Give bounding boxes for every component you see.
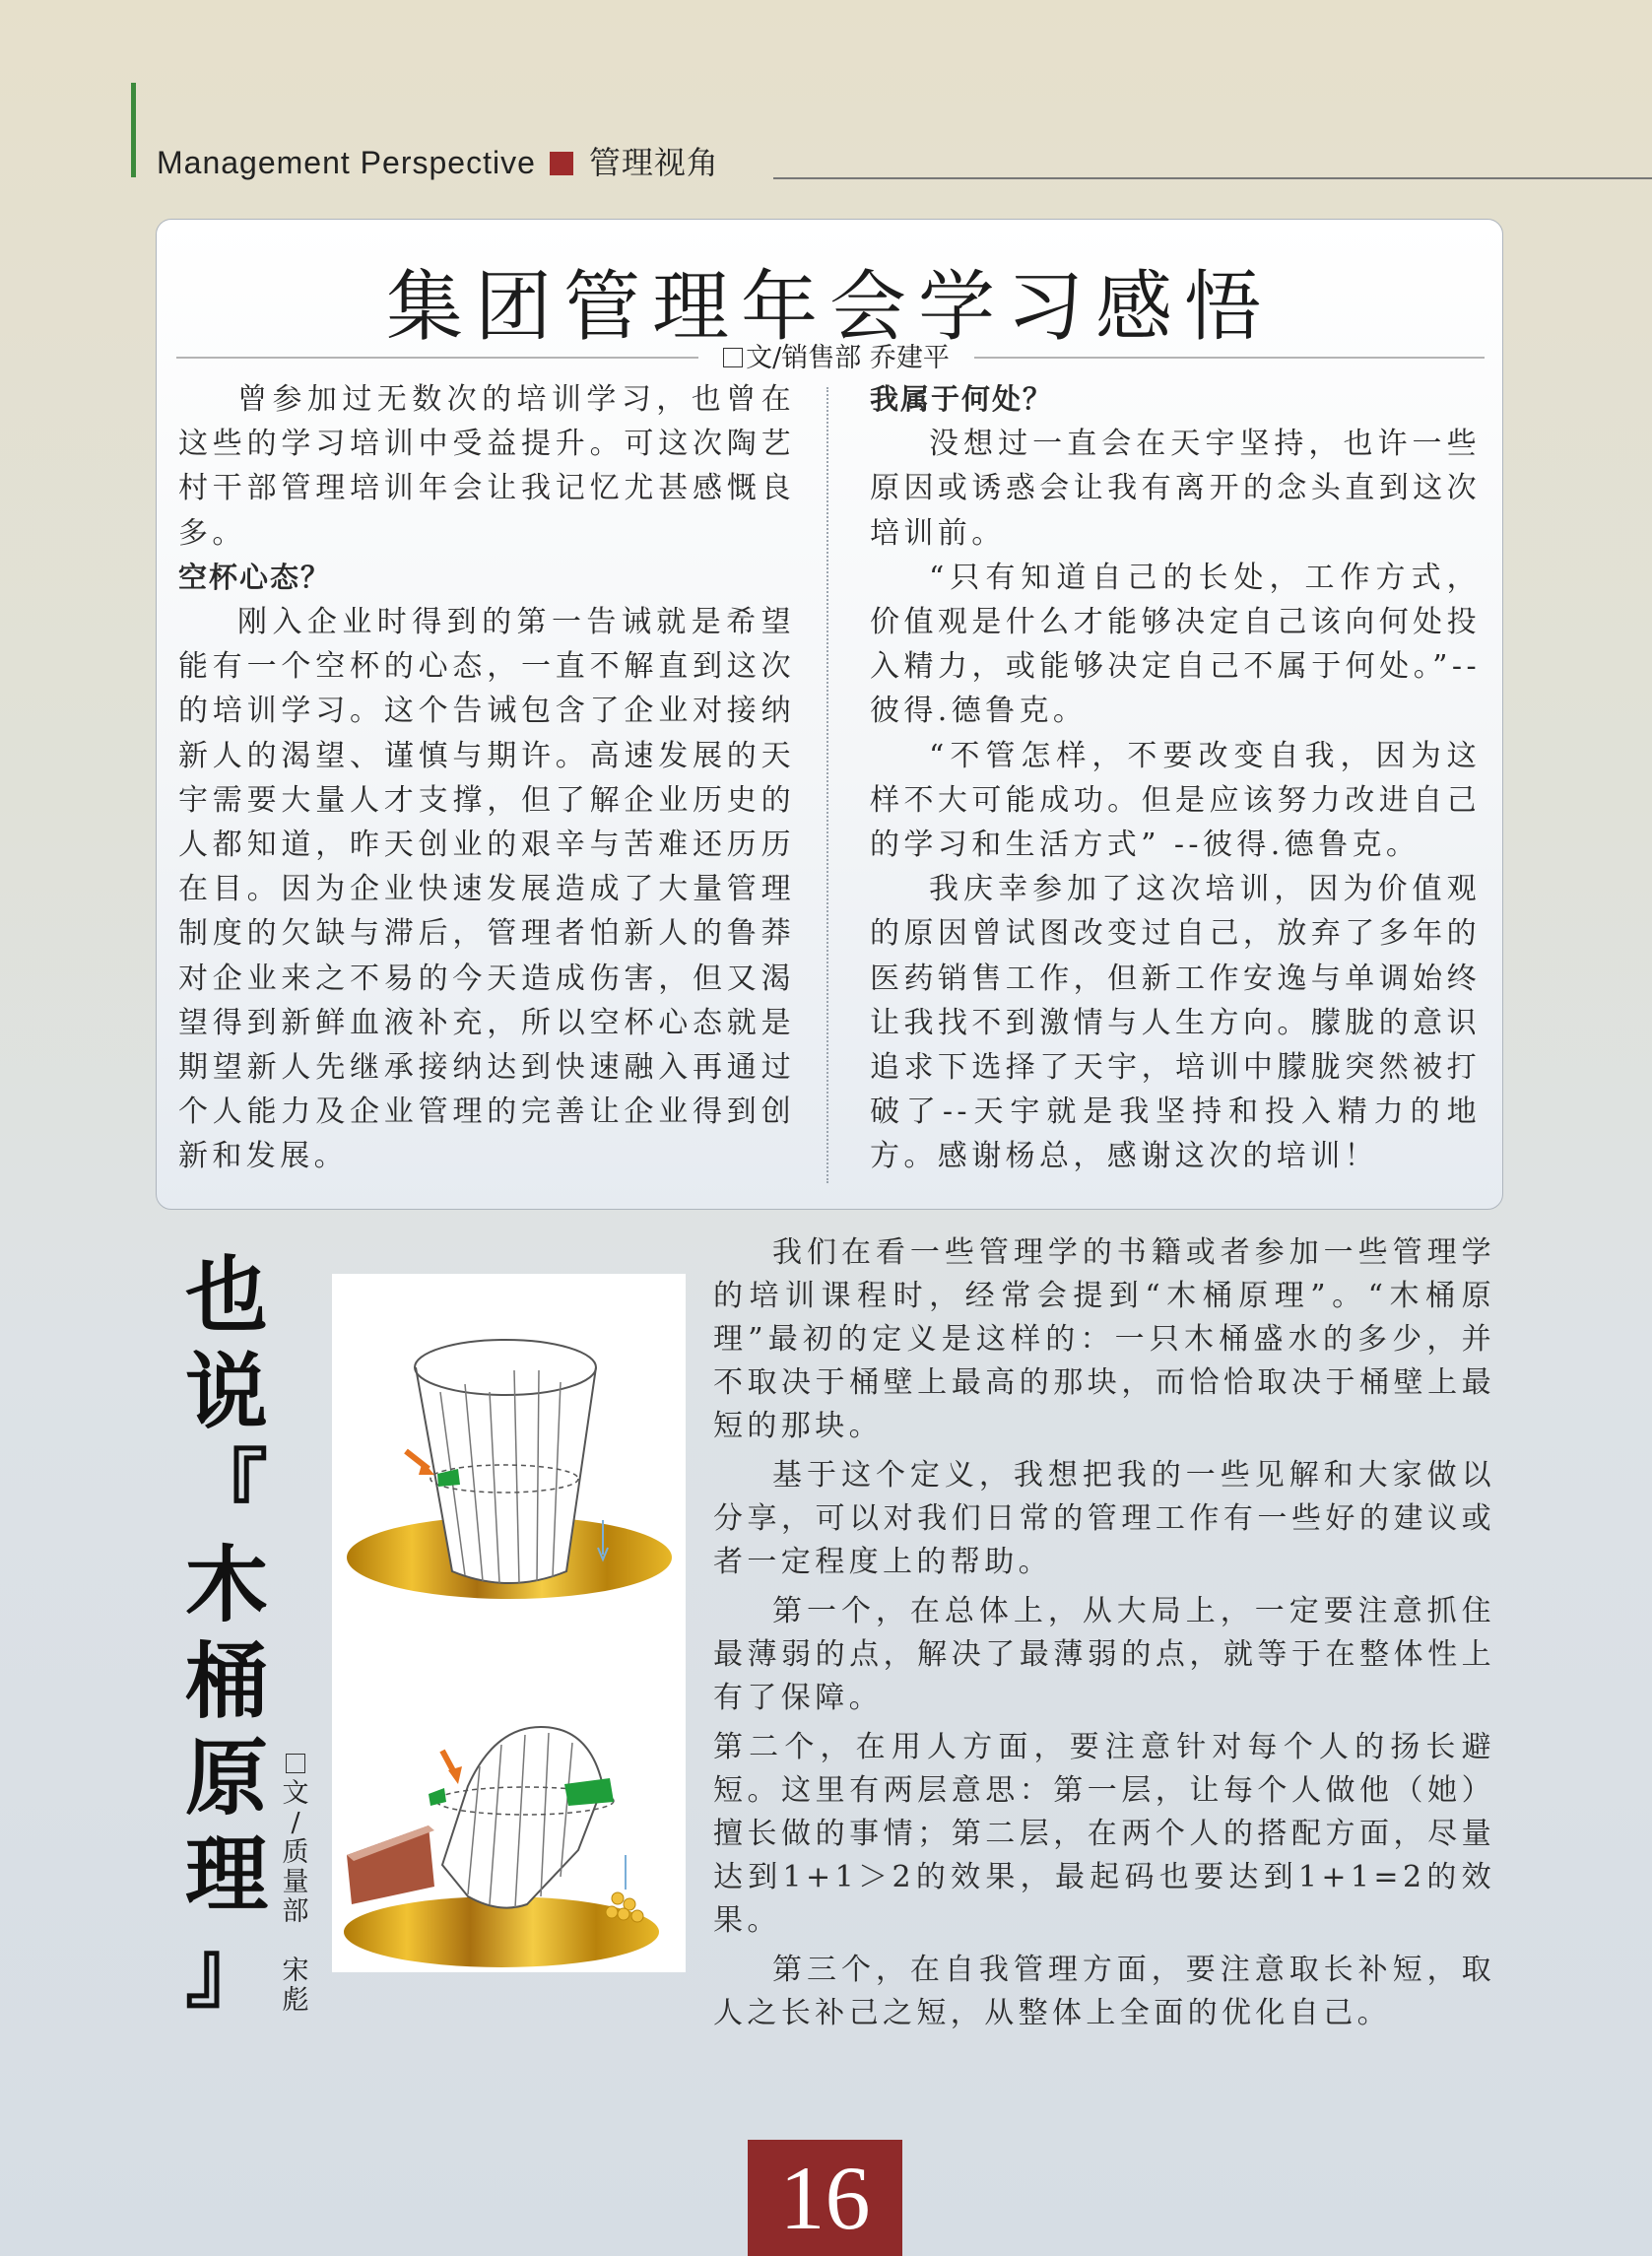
article-2-body	[713, 1231, 1495, 2041]
header-accent-bar	[131, 83, 136, 177]
title-rule-right	[974, 357, 1485, 359]
article-1-left-column	[178, 377, 795, 1179]
article-1-panel	[156, 219, 1503, 1210]
paragraph: 刚入企业时得到的第一告诫就是希望能有一个空杯的心态，一直不解直到这次的培训学习。这个告诫包含了企业对接纳新人的渴望、谨慎与期许。高速发展的天宇需要大量人才支撑，但了解企业历史的人都知道，昨天创业的艰辛与苦难还历历在目。因为企业快速发展造成了大量管理制度的欠缺与滞后，管理者怕新人的鲁莽对企业来之不易的今天造成伤害，但又渴望得到新鲜血液补充，所以空杯心态就是期望新人先继承接纳达到快速融入再通过个人能力及企业管理的完善让企业得到创新和发展。	[178, 605, 795, 1174]
section-title-chinese: 管理视角	[588, 145, 719, 180]
section-header	[157, 138, 719, 183]
byline-character: 宋	[282, 1956, 309, 1986]
byline-character	[281, 1927, 310, 1957]
paragraph: “只有知道自己的长处，工作方式，价值观是什么才能够决定自己该向何处投入精力，或能够决定自己不属于何处。”--彼得.德鲁克。	[870, 560, 1481, 729]
byline-character: 质	[282, 1837, 309, 1868]
article-1-right-column	[870, 377, 1481, 1179]
page-number: 16	[748, 2140, 902, 2256]
section-title-english: Management Perspective	[157, 145, 536, 180]
bucket-diagram-icon	[332, 1274, 686, 1972]
title-character: 说	[185, 1343, 269, 1440]
title-character: 木	[185, 1536, 269, 1633]
paragraph: 基于这个定义，我想把我的一些见解和大家做以分享，可以对我们日常的管理工作有一些好的建议或者一定程度上的帮助。	[713, 1458, 1495, 1579]
paragraph: “不管怎样，不要改变自我，因为这样不大可能成功。但是应该努力改进自己的学习和生活方式” --彼得.德鲁克。	[870, 738, 1481, 863]
article-1-byline-text: 文/销售部 乔建平	[746, 343, 950, 373]
byline-character: 量	[282, 1867, 309, 1897]
article-1-byline	[689, 336, 984, 374]
byline-character: /	[291, 1808, 300, 1838]
wooden-bucket-illustration	[332, 1274, 686, 1972]
byline-character: 部	[282, 1896, 309, 1927]
paragraph: 第一个，在总体上，从大局上，一定要注意抓住最薄弱的点，解决了最薄弱的点，就等于在整体性上有了保障。	[713, 1594, 1495, 1715]
article-2-byline	[281, 1752, 310, 2016]
byline-box-icon	[286, 1754, 305, 1773]
paragraph: 我们在看一些管理学的书籍或者参加一些管理学的培训课程时，经常会提到“木桶原理”。“木桶原理”最初的定义是这样的：一只木桶盛水的多少，并不取决于桶壁上最高的那块，而恰恰取决于桶壁上最短的那块。	[713, 1235, 1495, 1443]
paragraph: 第二个，在用人方面，要注意针对每个人的扬长避短。这里有两层意思：第一层，让每个人做他（她）擅长做的事情；第二层，在两个人的搭配方面，尽量达到1+1＞2的效果，最起码也要达到1+1=2的效果。	[713, 1730, 1495, 1938]
paragraph: 曾参加过无数次的培训学习，也曾在这些的学习培训中受益提升。可这次陶艺村干部管理培训年会让我记忆尤甚感慨良多。	[178, 382, 795, 551]
title-rule-left	[176, 357, 698, 359]
byline-character: 文	[282, 1778, 309, 1809]
title-character: 原	[185, 1729, 269, 1826]
title-character: 桶	[185, 1632, 269, 1730]
column-divider	[826, 387, 828, 1183]
article-2-title	[185, 1247, 268, 2020]
byline-character: 彪	[282, 1985, 309, 2016]
title-character: 』	[185, 1922, 269, 2020]
title-character: 理	[185, 1825, 269, 1923]
paragraph: 我庆幸参加了这次培训，因为价值观的原因曾试图改变过自己，放弃了多年的医药销售工作，但新工作安逸与单调始终让我找不到激情与人生方向。朦胧的意识追求下选择了天宇，培训中朦胧突然被打破了--天宇就是我坚持和投入精力的地方。感谢杨总，感谢这次的培训！	[870, 872, 1481, 1174]
section-heading: 我属于何处？	[870, 382, 1054, 416]
byline-box-icon	[723, 348, 743, 367]
header-rule	[773, 177, 1652, 179]
section-heading: 空杯心态？	[178, 560, 332, 594]
paragraph: 没想过一直会在天宇坚持，也许一些原因或诱惑会让我有离开的念头直到这次培训前。	[870, 427, 1481, 551]
title-character: 『	[185, 1439, 269, 1537]
article-1-title: 集团管理年会学习感悟	[385, 263, 1273, 352]
paragraph: 第三个，在自我管理方面，要注意取长补短，取人之长补己之短，从整体上全面的优化自己。	[713, 1953, 1495, 2030]
title-character: 也	[185, 1246, 269, 1344]
header-square-icon	[550, 152, 573, 175]
